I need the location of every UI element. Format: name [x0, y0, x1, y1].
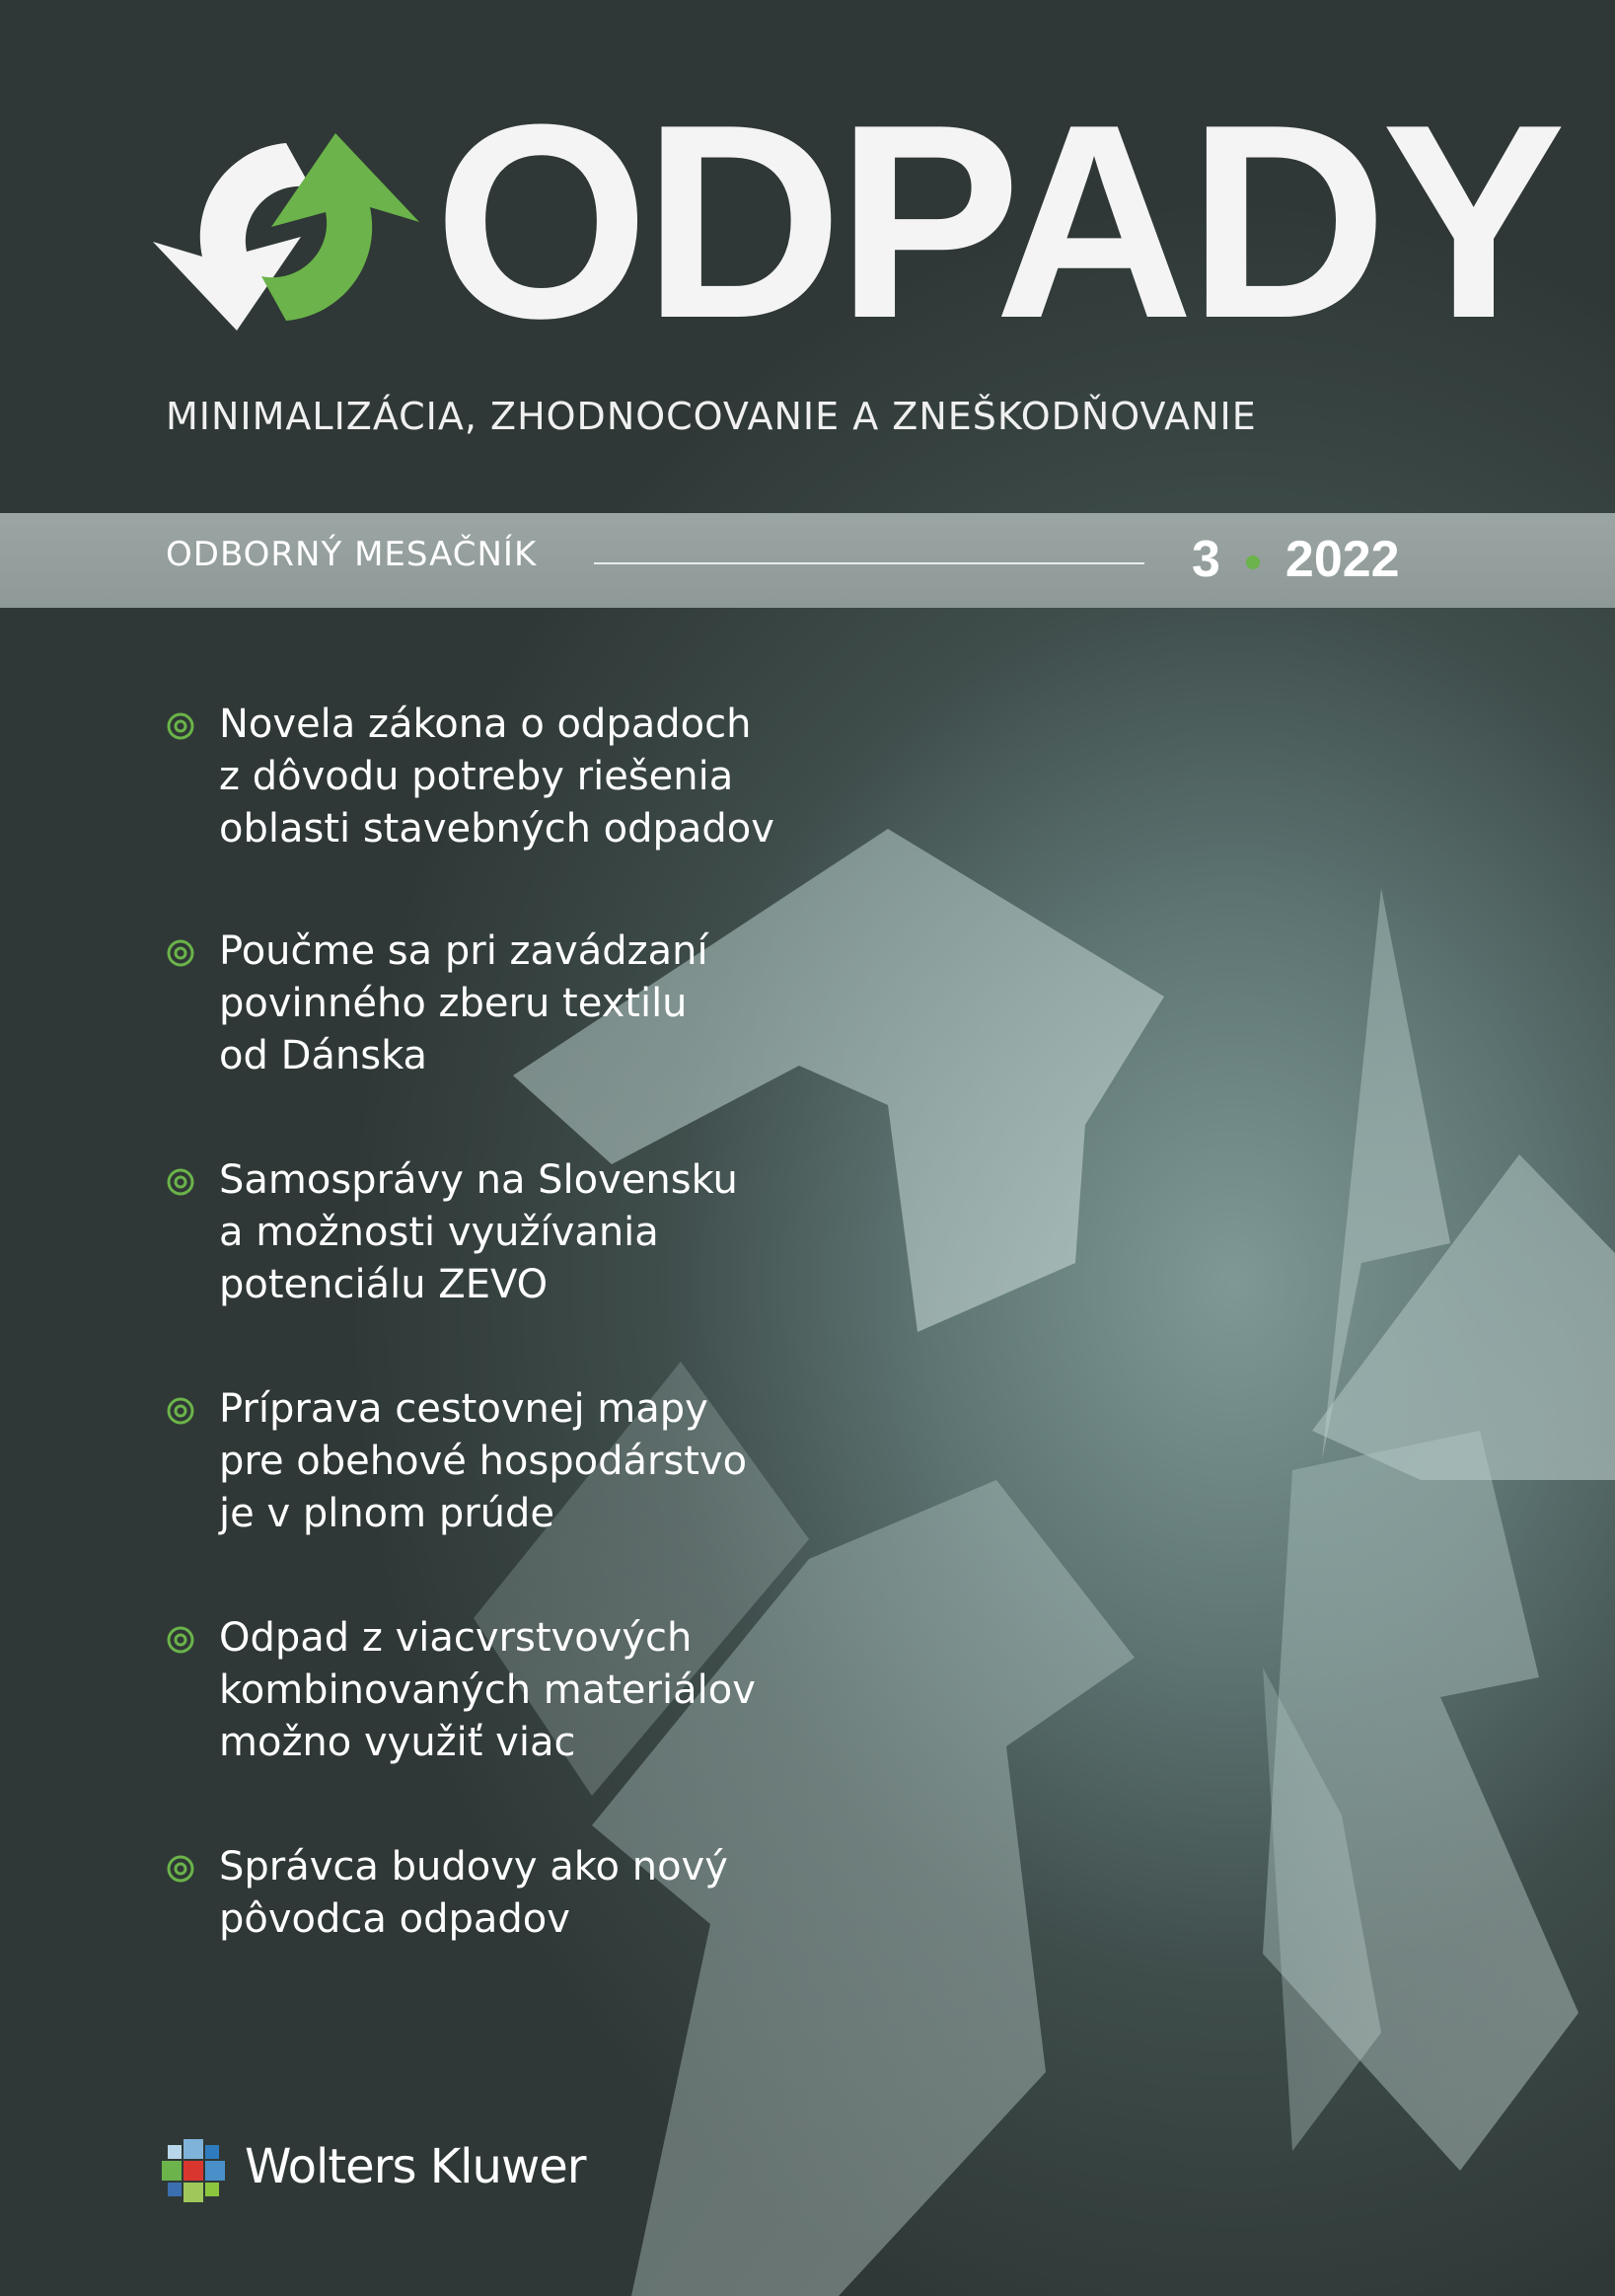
issue-number: 3: [1192, 531, 1220, 588]
ring-bullet-icon: [166, 1396, 195, 1426]
recycle-arrows-icon: [138, 118, 434, 345]
topic-text: Poučme sa pri zavádzaní povinného zberu textilu od Dánska: [219, 928, 708, 1078]
band-label: ODBORNÝ MESAČNÍK: [166, 535, 538, 574]
ring-bullet-icon: [166, 1167, 195, 1197]
topic-text: Novela zákona o odpadoch z dôvodu potreby riešenia oblasti stavebných odpadov: [219, 702, 774, 852]
topic-text: Samosprávy na Slovensku a možnosti využívania potenciálu ZEVO: [219, 1157, 738, 1307]
issue-badge: [1192, 525, 1400, 594]
masthead: [138, 68, 1561, 376]
ring-bullet-icon: [166, 1854, 195, 1884]
green-dot-icon: [1246, 555, 1260, 569]
topic-text: Príprava cestovnej mapy pre obehové hospodárstvo je v plnom prúde: [219, 1386, 748, 1536]
topic-text: Odpad z viacvrstvových kombinovaných materiálov možno využiť viac: [219, 1615, 756, 1765]
issue-band: [0, 513, 1615, 608]
wolters-kluwer-mosaic-icon: [160, 2137, 229, 2206]
band-divider: [594, 562, 1144, 564]
ring-bullet-icon: [166, 711, 195, 741]
issue-year: 2022: [1285, 531, 1400, 588]
publisher-name: Wolters Kluwer: [245, 2139, 586, 2194]
ring-bullet-icon: [166, 938, 195, 968]
masthead-title: ODPADY: [434, 68, 1561, 376]
topic-text: Správca budovy ako nový pôvodca odpadov: [219, 1844, 728, 1942]
ring-bullet-icon: [166, 1625, 195, 1655]
masthead-subtitle: MINIMALIZÁCIA, ZHODNOCOVANIE A ZNEŠKODŇOVANIE: [166, 395, 1257, 438]
